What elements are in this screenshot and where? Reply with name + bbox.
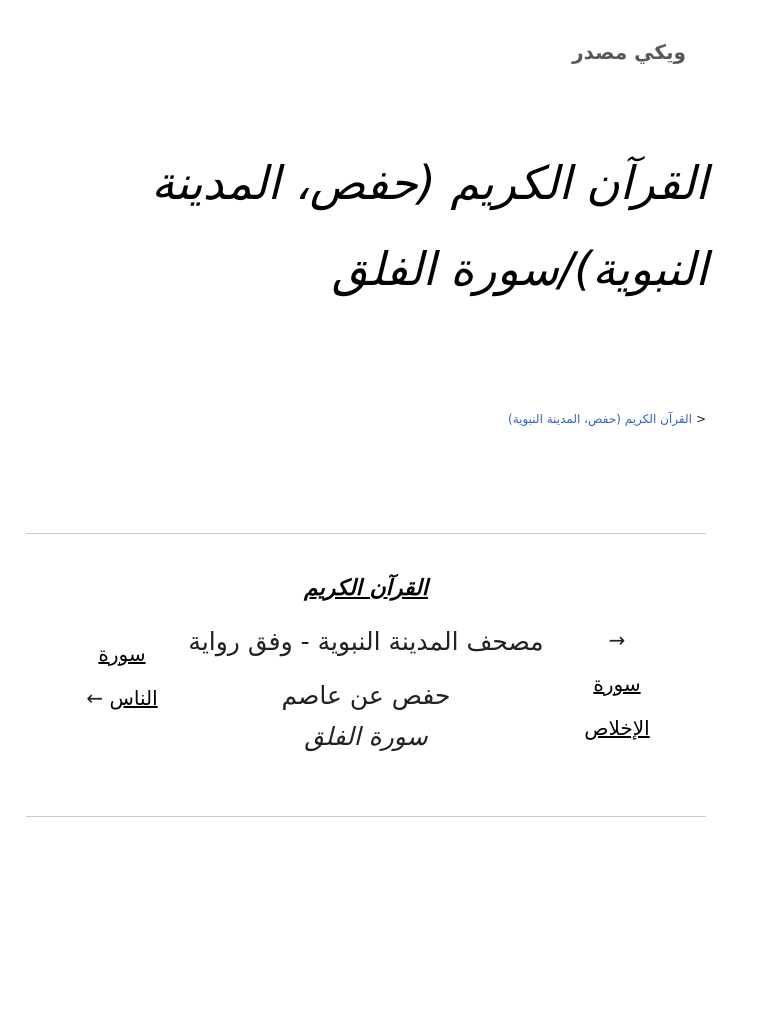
work-title-link[interactable]: القرآن الكريم [304,576,428,601]
current-section-title: سورة الفلق [304,722,428,751]
page-title: القرآن الكريم (حفص، المدينة النبوية)/سورة الفلق [151,156,708,296]
previous-section-link[interactable]: سورة الإخلاص [584,672,650,740]
previous-arrow-icon: → [608,628,626,652]
next-section-nav [72,632,172,720]
next-section-link[interactable]: سورة الناس [98,642,158,710]
site-logo[interactable]: ويكي مصدر [572,40,686,64]
header-bottom-divider [26,816,706,817]
header-navigation [26,560,706,800]
previous-section-nav [562,618,672,750]
breadcrumb-separator: < [695,412,706,426]
breadcrumb-parent-link[interactable]: القرآن الكريم (حفص، المدينة النبوية) [508,412,692,426]
breadcrumb [508,412,706,426]
edition-subtitle: مصحف المدينة النبوية - وفق رواية حفص عن عاصم [188,627,544,710]
header-top-divider [26,533,706,534]
next-arrow-icon: ← [86,686,104,710]
header-center [166,560,566,757]
